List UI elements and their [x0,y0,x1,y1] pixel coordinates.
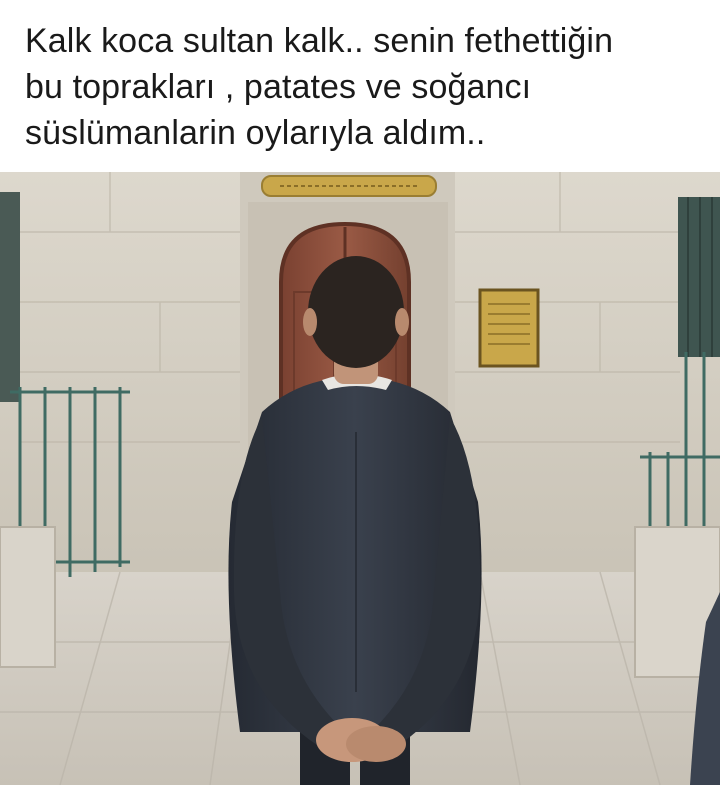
post-photo[interactable] [0,172,720,785]
caption-line-3: süslümanlarin oylarıyla aldım.. [25,114,486,152]
left-window [0,192,20,402]
info-sign [480,290,538,366]
caption-line-2: bu toprakları , patates ve soğancı [25,68,532,106]
photo-illustration [0,172,720,785]
post-caption [25,18,705,156]
caption-line-1: Kalk koca sultan kalk.. senin fethettiğin [25,22,614,60]
